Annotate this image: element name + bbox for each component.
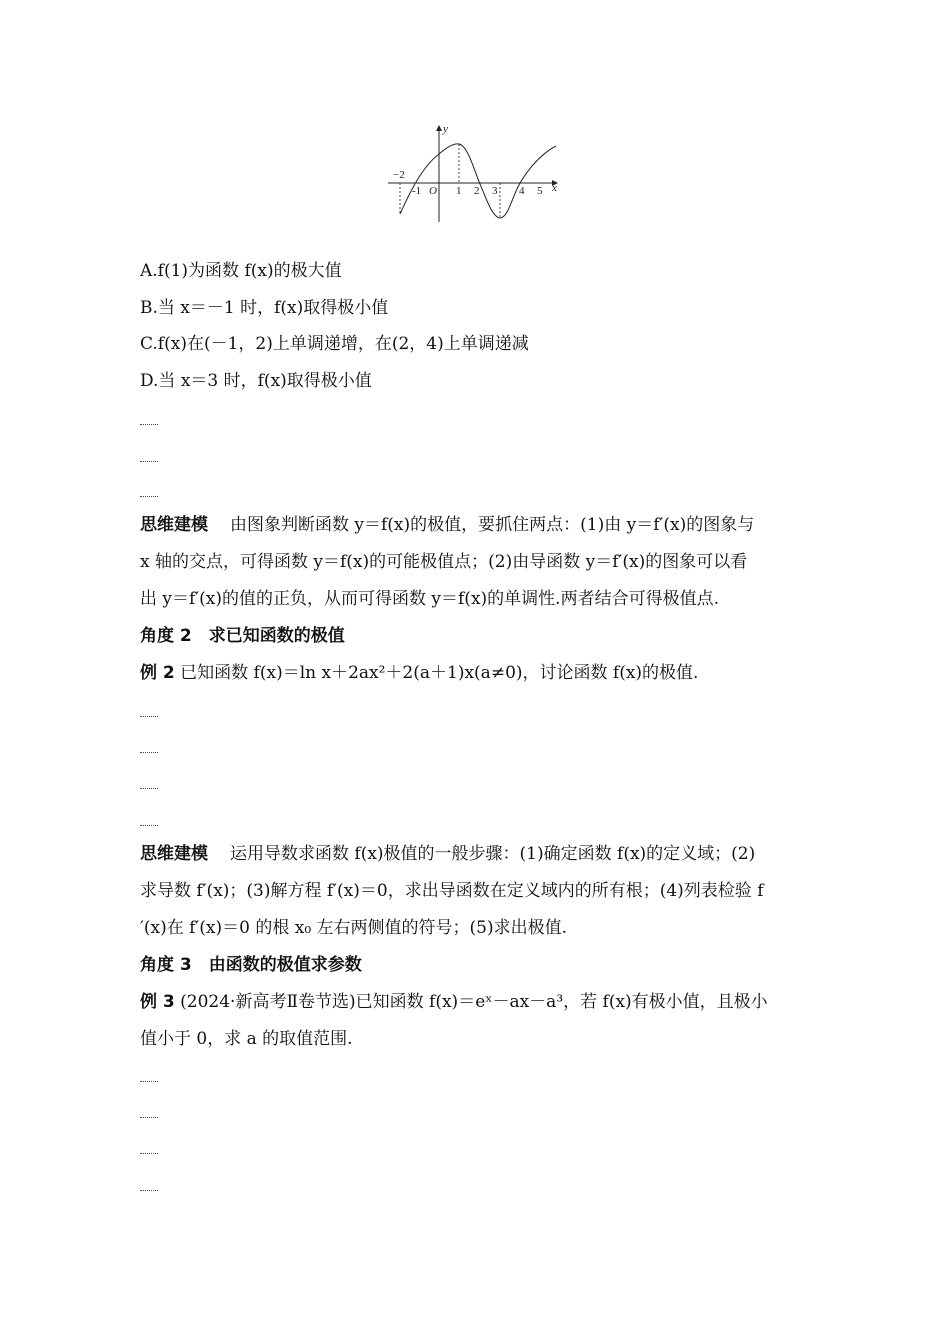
- tick-label-2: 2: [474, 185, 480, 197]
- tick-label-3: 3: [492, 185, 498, 197]
- example3-line1: [140, 991, 768, 1013]
- answer-blank-line: [140, 1190, 158, 1191]
- model1-heading: 思维建模: [140, 515, 208, 535]
- example2: [140, 662, 698, 684]
- answer-blank-line: [140, 716, 158, 717]
- answer-blank-line: [140, 496, 158, 497]
- model1-line1: [140, 514, 754, 536]
- option-c: C.f(x)在(－1，2)上单调递增，在(2，4)上单调递减: [140, 334, 529, 354]
- model2-line2: 求导数 f′(x)；(3)解方程 f′(x)＝0，求出导函数在定义域内的所有根；(4)列表检验 f: [140, 881, 764, 901]
- example3-text-1: (2024·新高考Ⅱ卷节选)已知函数 f(x)＝eˣ－ax－a³，若 f(x)有极小值，且极小: [180, 992, 768, 1012]
- answer-blank-line: [140, 752, 158, 753]
- model2-heading: 思维建模: [140, 844, 208, 864]
- example2-text: 已知函数 f(x)＝ln x＋2ax²＋2(a＋1)x(a≠0)，讨论函数 f(x)的极值.: [180, 663, 699, 683]
- answer-blank-line: [140, 424, 158, 425]
- option-b: B.当 x＝－1 时，f(x)取得极小值: [140, 298, 389, 318]
- model1-line3: 出 y＝f′(x)的值的正负，从而可得函数 y＝f(x)的单调性.两者结合可得极值点.: [140, 589, 719, 609]
- option-d: D.当 x＝3 时，f(x)取得极小值: [140, 371, 372, 391]
- derivative-curve: [400, 144, 556, 218]
- model1-line2: x 轴的交点，可得函数 y＝f(x)的可能极值点；(2)由导函数 y＝f′(x)的图象可以看: [140, 552, 748, 572]
- neg2-label: −2: [393, 169, 405, 181]
- tick-label-5: 5: [537, 185, 543, 197]
- tick-label-4: 4: [519, 185, 525, 197]
- answer-blank-line: [140, 1081, 158, 1082]
- example2-label: 例 2: [140, 663, 175, 683]
- example3-line2: 值小于 0，求 a 的取值范围.: [140, 1029, 353, 1049]
- origin-label: O: [429, 185, 437, 197]
- y-axis-label: y: [443, 123, 448, 135]
- answer-blank-line: [140, 461, 158, 462]
- derivative-graph: [382, 122, 564, 226]
- model2-line3: ′(x)在 f′(x)＝0 的根 x₀ 左右两侧值的符号；(5)求出极值.: [140, 918, 568, 938]
- y-axis-arrow: [436, 125, 442, 131]
- example3-label: 例 3: [140, 992, 175, 1012]
- model1-text-1: 由图象判断函数 y＝f(x)的极值，要抓住两点：(1)由 y＝f′(x)的图象与: [230, 515, 755, 535]
- tick-label-neg1: -1: [412, 185, 422, 197]
- answer-blank-line: [140, 1153, 158, 1154]
- angle3-title: 角度 3 由函数的极值求参数: [140, 955, 362, 975]
- model2-text-1: 运用导数求函数 f(x)极值的一般步骤：(1)确定函数 f(x)的定义域；(2): [230, 844, 756, 864]
- answer-blank-line: [140, 788, 158, 789]
- answer-blank-line: [140, 1117, 158, 1118]
- option-a: A.f(1)为函数 f(x)的极大值: [140, 261, 342, 281]
- x-axis-label: x: [552, 182, 557, 194]
- angle2-title: 角度 2 求已知函数的极值: [140, 626, 345, 646]
- tick-label-1: 1: [456, 185, 462, 197]
- answer-blank-line: [140, 825, 158, 826]
- model2-line1: [140, 843, 755, 865]
